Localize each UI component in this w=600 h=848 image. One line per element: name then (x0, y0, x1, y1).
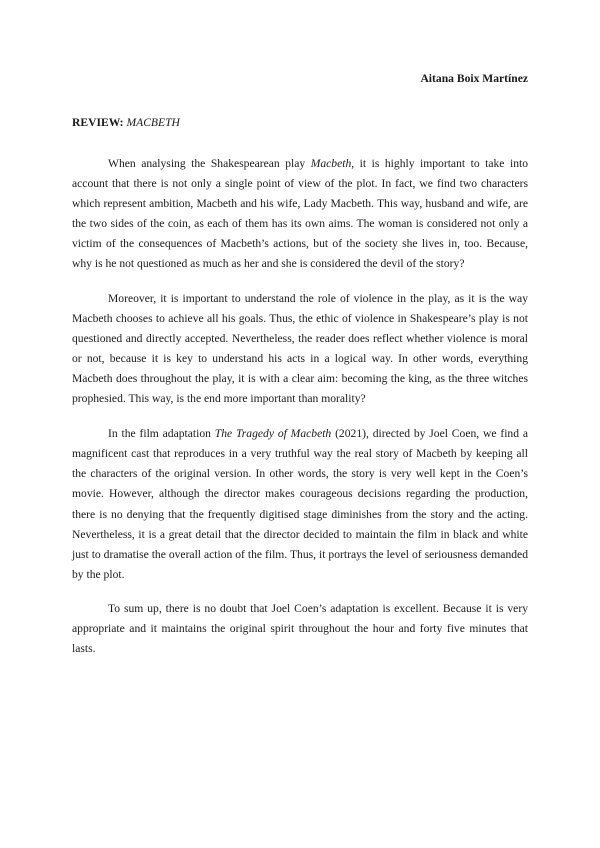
paragraph-3-part-b: (2021), directed by Joel Coen, we find a magnificent cast that reproduces in a very truthful way the real story of Macbeth by keeping all the characters of the original version. In other words, the story is very well kept in the Coen’s movie. However, although the director makes courageous decisions regarding the production, there is no denying that the frequently digitised stage diminishes from the story and the acting. Nevertheless, it is a great detail that the director decided to maintain the film in black and white just to dramatise the overall action of the film. Thus, it portrays the level of seriousness demanded by the plot. (72, 427, 529, 581)
paragraph-3-part-a: In the film adaptation (108, 427, 215, 441)
review-title-label: REVIEW: (72, 116, 124, 129)
review-body (72, 154, 528, 673)
review-title-play: MACBETH (126, 116, 180, 129)
paragraph-1-italic: Macbeth (310, 157, 352, 170)
review-title (72, 115, 180, 131)
paragraph-3-italic: The Tragedy of Macbeth (214, 427, 332, 441)
paragraph-1-part-b: , it is highly important to take into account that there is not only a single point of view of the plot. In fact, we find two characters which represent ambition, Macbeth and his wife, Lady Macbeth. This way, husband and wife, are the two sides of the coin, as each of them has its own aims. The woman is considered not only a victim of the consequences of Macbeth’s actions, but of the society she lives in, too. Because, why is he not questioned as much as her and she is considered the devil of the story? (72, 157, 529, 271)
paragraph-4: To sum up, there is no doubt that Joel Coen’s adaptation is excellent. Because it is very appropriate and it maintains the original spirit throughout the hour and forty five minutes that lasts. (72, 601, 528, 656)
paragraph-1-part-a: When analysing the Shakespearean play (108, 157, 311, 170)
paragraph-2: Moreover, it is important to understand the role of violence in the play, as it is the way Macbeth chooses to achieve all his goals. Thus, the ethic of violence in Shakespeare’s play is not questioned and directly accepted. Nevertheless, the reader does reflect whether violence is moral or not, because it is key to understand his acts in a logical way. In other words, everything Macbeth does throughout the play, it is with a clear aim: becoming the king, as the three witches prophesied. This way, is the end more important than morality? (72, 291, 528, 406)
paragraph-3 (72, 424, 528, 585)
paragraph-1 (72, 154, 528, 275)
author-name: Aitana Boix Martínez (420, 72, 528, 85)
